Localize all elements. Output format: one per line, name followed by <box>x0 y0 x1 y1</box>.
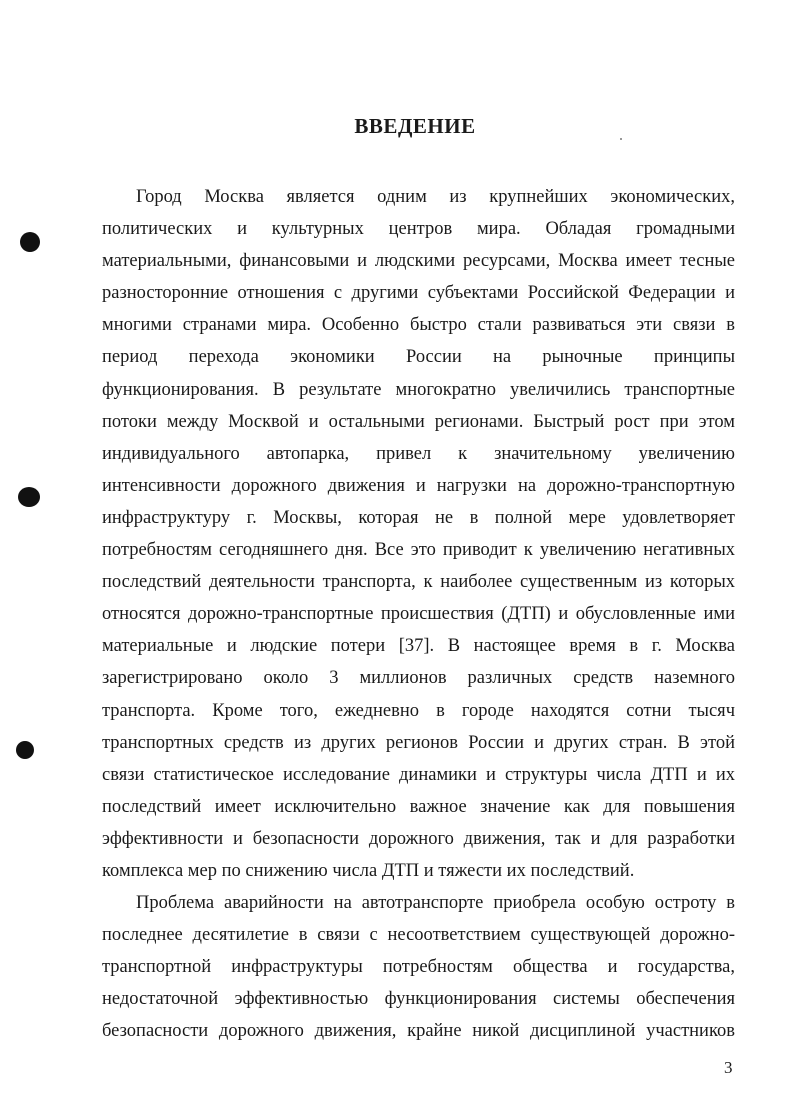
text-line: транспорта. Кроме того, ежедневно в городе находятся сотни тысяч <box>102 700 735 721</box>
scan-speck <box>620 138 622 140</box>
binder-hole-bottom <box>16 741 34 759</box>
text-line: инфраструктуру г. Москвы, которая не в полной мере удовлетворяет <box>102 507 735 528</box>
text-line: Проблема аварийности на автотранспорте приобрела особую остроту в <box>136 893 735 914</box>
text-line: многими странами мира. Особенно быстро стали развиваться эти связи в <box>102 315 735 336</box>
binder-hole-top <box>20 232 40 252</box>
text-line: зарегистрировано около 3 миллионов различных средств наземного <box>102 668 735 689</box>
text-line: недостаточной эффективностью функционирования системы обеспечения <box>102 989 735 1010</box>
text-line: транспортных средств из других регионов России и других стран. В этой <box>102 732 735 753</box>
page-number: 3 <box>724 1058 733 1077</box>
text-line: материальными, финансовыми и людскими ресурсами, Москва имеет тесные <box>102 251 735 272</box>
text-line: функционирования. В результате многократно увеличились транспортные <box>102 379 735 400</box>
text-line: разносторонние отношения с другими субъектами Российской Федерации и <box>102 283 735 304</box>
text-line: Город Москва является одним из крупнейших экономических, <box>136 187 735 207</box>
text-line: индивидуального автопарка, привел к значительному увеличению <box>102 443 735 464</box>
text-line: безопасности дорожного движения, крайне никой дисциплиной участников <box>102 1021 735 1042</box>
text-line: последствий деятельности транспорта, к наиболее существенным из которых <box>102 572 735 593</box>
body-text <box>102 181 735 1048</box>
text-line: период перехода экономики России на рыночные принципы <box>102 347 735 368</box>
text-line: политических и культурных центров мира. Обладая громадными <box>102 219 735 240</box>
text-line: эффективности и безопасности дорожного движения, так и для разработки <box>102 828 735 849</box>
text-line: последнее десятилетие в связи с несоответствием существующей дорожно- <box>102 925 735 946</box>
text-line: связи статистическое исследование динамики и структуры числа ДТП и их <box>102 764 735 785</box>
text-line: относятся дорожно-транспортные происшествия (ДТП) и обусловленные ими <box>102 604 735 625</box>
page-title: ВВЕДЕНИЕ <box>354 114 476 138</box>
text-line: потоки между Москвой и остальными регионами. Быстрый рост при этом <box>102 411 735 432</box>
text-line: последствий имеет исключительно важное значение как для повышения <box>102 796 735 817</box>
binder-hole-middle <box>18 487 40 507</box>
text-line: материальные и людские потери [37]. В настоящее время в г. Москва <box>102 636 735 657</box>
text-line: транспортной инфраструктуры потребностям общества и государства, <box>102 957 735 978</box>
text-line: интенсивности дорожного движения и нагрузки на дорожно-транспортную <box>102 475 735 496</box>
text-line: потребностям сегодняшнего дня. Все это приводит к увеличению негативных <box>102 540 735 561</box>
text-line: комплекса мер по снижению числа ДТП и тяжести их последствий. <box>102 860 635 881</box>
